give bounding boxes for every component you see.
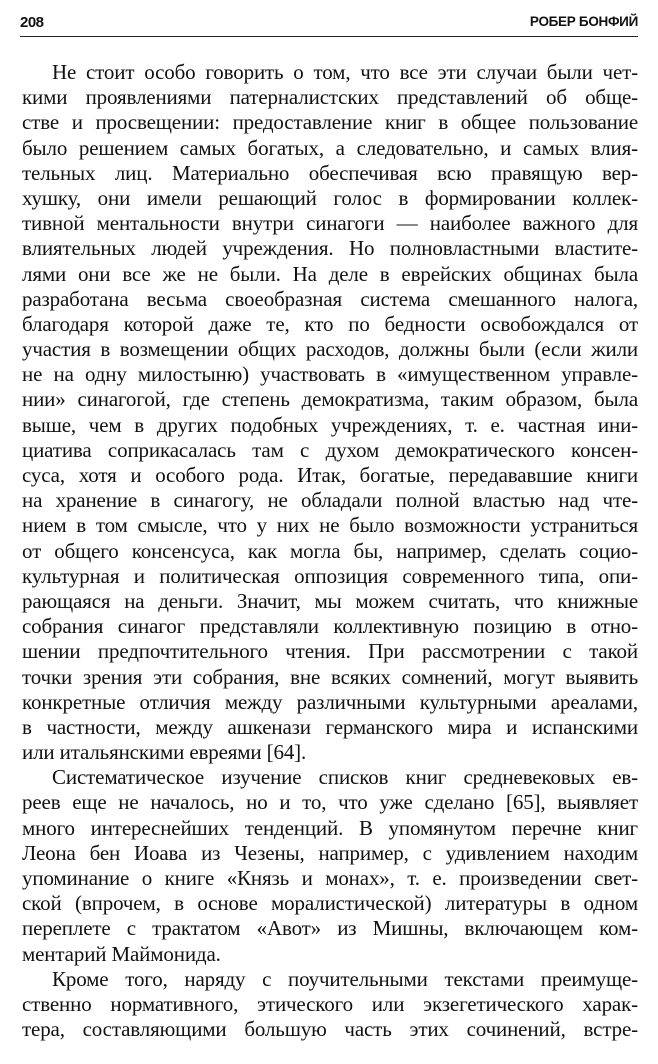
body-text: [22, 60, 638, 1042]
text-line: влиятельных людей учреждения. Но полновластными властите-: [22, 236, 638, 261]
text-line: переплете с трактатом «Авот» из Мишны, включающем ком-: [22, 916, 638, 941]
page-header: [20, 12, 638, 37]
text-line: Леона бен Иоава из Чезены, например, с удивлением находим: [22, 840, 638, 865]
text-line: суса, хотя и особого рода. Итак, богатые, передававшие книги: [22, 463, 638, 487]
text-line: благодаря которой даже те, кто по бедности освобождался от: [22, 311, 638, 336]
text-line: на хранение в синагогу, не обладали полной властью над чте-: [22, 488, 638, 513]
text-line: тивной ментальности внутри синагоги — наиболее важного для: [22, 211, 638, 236]
text-line: или итальянскими евреями [64].: [22, 740, 307, 765]
paragraph: [22, 765, 638, 967]
text-line: циатива соприкасалась там с духом демократического консен-: [22, 437, 638, 462]
text-line: выше, чем в других подобных учреждениях, т. е. частная ини-: [22, 412, 638, 437]
text-line: хушку, они имели решающий голос в формировании коллек-: [22, 185, 638, 210]
text-line: нии» синагогой, где степень демократизма, таким образом, была: [22, 387, 638, 412]
text-line: в частности, между ашкенази германского мира и испанскими: [22, 714, 638, 739]
text-line: конкретные отличия между различными культурными ареалами,: [22, 689, 638, 714]
text-line: лями они все же не были. На деле в еврейских общинах была: [22, 261, 638, 286]
text-line: кими проявлениями патерналистских представлений об обще-: [22, 85, 638, 110]
page-number: 208: [20, 14, 44, 31]
text-line: было решением самых богатых, а следовательно, и самых влия-: [22, 135, 638, 160]
text-line: культурная и политическая оппозиция современного типа, опи-: [22, 563, 638, 588]
text-line: разработана весьма своеобразная система смешанного налога,: [22, 286, 638, 311]
text-line: упоминание о книге «Князь и монах», т. е. произведении свет-: [22, 866, 638, 890]
text-line: нием в том смысле, что у них не было возможности устраниться: [22, 513, 638, 538]
text-line: тельных лиц. Материально обеспечивая всю правящую вер-: [22, 160, 638, 185]
text-line: участия в возмещении общих расходов, должны были (если жили: [22, 337, 638, 362]
text-line: ственно нормативного, этического или экзегетического харак-: [22, 991, 638, 1016]
text-line: стве и просвещении: предоставление книг в общее пользование: [22, 110, 638, 135]
paragraph: [22, 60, 638, 765]
running-head: РОБЕР БОНФИЙ: [529, 14, 638, 29]
text-line: тера, составляющими большую часть этих сочинений, встре-: [22, 1017, 638, 1042]
text-line: рающаяся на деньги. Значит, мы можем считать, что книжные: [22, 588, 638, 613]
text-line: Не стоит особо говорить о том, что все эти случаи были чет-: [52, 60, 638, 84]
text-line: от общего консенсуса, как могла бы, например, сделать социо-: [22, 538, 638, 563]
text-line: Систематическое изучение списков книг средневековых ев-: [52, 765, 638, 790]
text-line: точки зрения эти собрания, вне всяких сомнений, могут выявить: [22, 664, 638, 689]
text-line: не на одну милостыню) участвовать в «имущественном управле-: [22, 362, 638, 387]
text-line: ской (впрочем, в основе моралистической) литературы в одном: [22, 891, 638, 916]
text-line: реев еще не началось, но и то, что уже сделано [65], выявляет: [22, 790, 638, 815]
text-line: ментарий Маймонида.: [22, 941, 221, 966]
text-line: шении предпочтительного чтения. При рассмотрении с такой: [22, 639, 638, 664]
text-line: собрания синагог представляли коллективную позицию в отно-: [22, 614, 638, 639]
text-line: Кроме того, наряду с поучительными текстами преимуще-: [52, 966, 638, 991]
text-line: много интереснейших тенденций. В упомянутом перечне книг: [22, 815, 638, 840]
paragraph: [22, 967, 638, 1043]
